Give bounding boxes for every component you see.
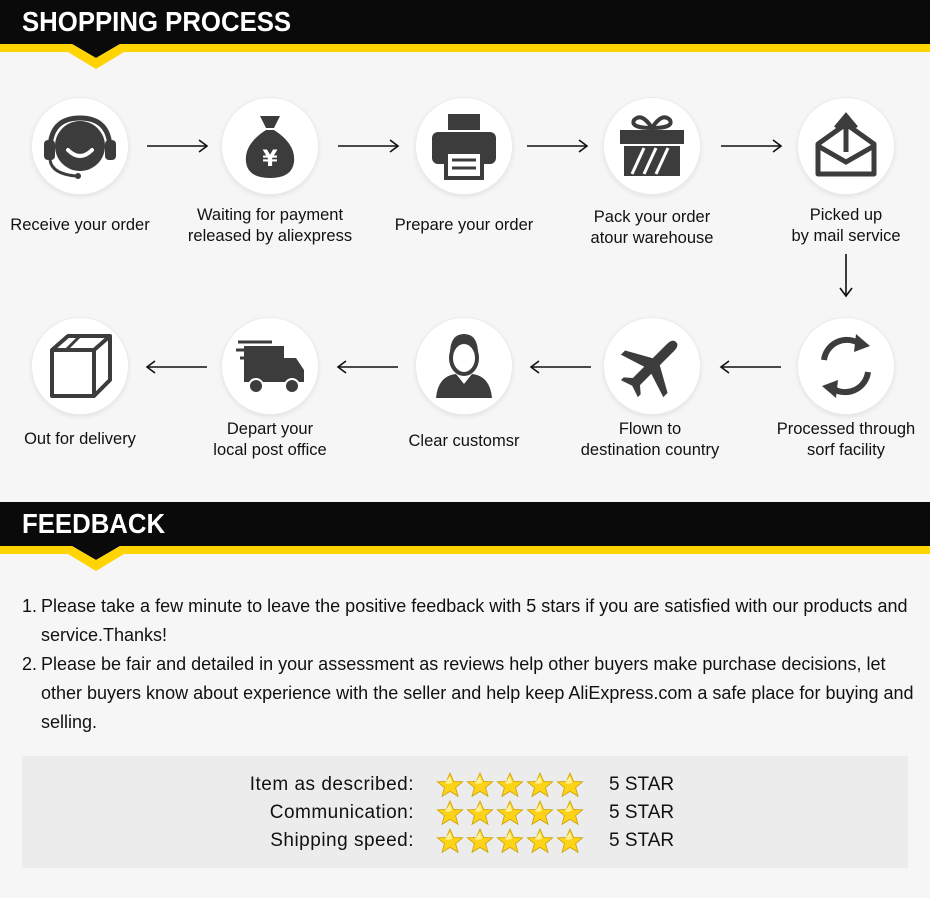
- star-icon: [436, 772, 464, 798]
- printer-icon: [416, 98, 512, 194]
- step-label: [0, 429, 180, 450]
- mail-upload-icon: [798, 98, 894, 194]
- step-picked-up: [798, 98, 894, 194]
- step-label: [170, 419, 370, 461]
- step-label-line1: Flown to: [618, 420, 682, 438]
- step-label-line1: Pack your order: [593, 208, 711, 226]
- step-prepare-order: [416, 98, 512, 194]
- step-label-line1: Picked up: [809, 206, 883, 224]
- rating-label: Shipping speed:: [270, 830, 414, 851]
- star-icon: [436, 800, 464, 826]
- airplane-icon: [604, 318, 700, 414]
- star-icon: [436, 828, 464, 854]
- star-icon: [496, 828, 524, 854]
- package-box-icon: [32, 318, 128, 414]
- rating-row: [22, 771, 908, 799]
- feedback-banner: [0, 502, 930, 556]
- step-label-line1: Waiting for payment: [196, 206, 344, 224]
- gift-box-icon: [604, 98, 700, 194]
- arrow-left-icon: [334, 359, 400, 375]
- feedback-instructions: [22, 592, 917, 737]
- step-label-line2: local post office: [213, 441, 327, 459]
- step-out-for-delivery: [32, 318, 128, 414]
- step-label-line1: Depart your: [226, 420, 314, 438]
- rating-row: [22, 799, 908, 827]
- step-label: [364, 431, 564, 452]
- step-clear-customs: [416, 318, 512, 414]
- arrow-left-icon: [143, 359, 209, 375]
- step-label: [746, 419, 930, 461]
- star-icon: [556, 772, 584, 798]
- delivery-truck-icon: [222, 318, 318, 414]
- star-icon: [526, 772, 554, 798]
- step-flown: [604, 318, 700, 414]
- star-icon: [556, 828, 584, 854]
- star-icon: [466, 800, 494, 826]
- feedback-item-text: Please take a few minute to leave the positive feedback with 5 stars if you are satisfied with our products and service.Thanks!: [41, 596, 908, 645]
- headset-icon: [32, 98, 128, 194]
- step-label-line1: Receive your order: [10, 216, 150, 234]
- shopping-process-title: SHOPPING PROCESS: [22, 6, 292, 37]
- shopping-process-banner: [0, 0, 930, 54]
- step-label-line1: Clear customsr: [408, 432, 520, 450]
- feedback-item-number: 2.: [22, 654, 38, 674]
- step-label-line1: Out for delivery: [24, 430, 136, 448]
- arrow-right-icon: [145, 138, 211, 154]
- star-icon: [526, 828, 554, 854]
- star-icon: [556, 800, 584, 826]
- rating-row: [22, 827, 908, 855]
- step-label-line2: atour warehouse: [590, 229, 714, 247]
- feedback-item-number: 1.: [22, 596, 38, 616]
- step-label: [364, 215, 564, 236]
- step-receive-order: [32, 98, 128, 194]
- feedback-item: [22, 650, 917, 737]
- rating-value: 5 STAR: [609, 774, 675, 795]
- step-pack-order: [604, 98, 700, 194]
- rating-label: Item as described:: [249, 774, 414, 795]
- arrow-down-icon: [838, 252, 854, 300]
- step-depart-post-office: [222, 318, 318, 414]
- refresh-cycle-icon: [798, 318, 894, 414]
- star-icon: [496, 772, 524, 798]
- arrow-left-icon: [717, 359, 783, 375]
- star-icon: [496, 800, 524, 826]
- arrow-left-icon: [527, 359, 593, 375]
- step-label-line1: Prepare your order: [394, 216, 534, 234]
- rating-label: Communication:: [269, 802, 414, 823]
- star-icon: [466, 828, 494, 854]
- rating-value: 5 STAR: [609, 830, 675, 851]
- step-label-line2: by mail service: [791, 227, 901, 245]
- step-label-line2: released by aliexpress: [187, 227, 353, 245]
- customs-officer-icon: [416, 318, 512, 414]
- step-label-line2: sorf facility: [807, 441, 885, 459]
- step-label: [550, 419, 750, 461]
- ratings-panel: [22, 756, 908, 868]
- arrow-right-icon: [525, 138, 591, 154]
- step-waiting-payment: [222, 98, 318, 194]
- feedback-item-text: Please be fair and detailed in your assessment as reviews help other buyers make purchase decisions, let other buyers know about experience with the seller and help keep AliExpress.com a safe place for buying and selling.: [41, 654, 914, 732]
- step-label: [552, 207, 752, 249]
- step-label-line1: Processed through: [776, 420, 916, 438]
- step-label: [746, 205, 930, 247]
- svg-text:¥: ¥: [262, 147, 278, 172]
- step-processed: [798, 318, 894, 414]
- star-icon: [466, 772, 494, 798]
- arrow-right-icon: [336, 138, 402, 154]
- arrow-right-icon: [719, 138, 785, 154]
- step-label: [170, 205, 370, 247]
- star-icon: [526, 800, 554, 826]
- step-label-line2: destination country: [580, 441, 720, 459]
- money-bag-icon: [222, 98, 318, 194]
- rating-value: 5 STAR: [609, 802, 675, 823]
- step-label: [0, 215, 180, 236]
- feedback-item: [22, 592, 917, 650]
- feedback-title: FEEDBACK: [22, 508, 166, 539]
